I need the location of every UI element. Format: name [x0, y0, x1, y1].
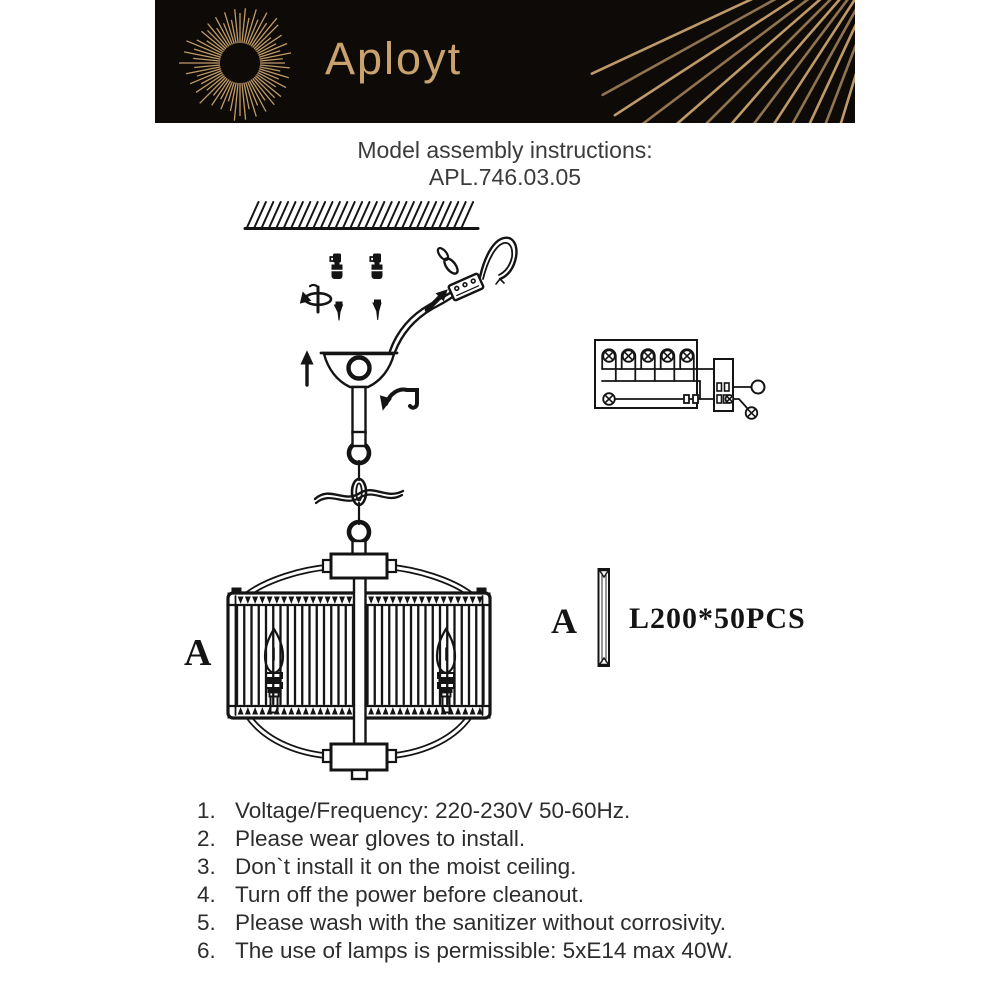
lamp-loop [680, 349, 694, 381]
rim-triangle [354, 597, 358, 603]
instruction-number: 3. [197, 854, 216, 879]
instruction-item [197, 910, 733, 938]
hatch-line [299, 202, 311, 228]
instruction-text: Don`t install it on the moist ceiling. [235, 854, 577, 879]
hook-icon [381, 390, 418, 410]
hatch-line [284, 202, 296, 228]
mains-wire [390, 291, 455, 352]
part-label-a: A [184, 632, 212, 674]
instruction-text: Please wear gloves to install. [235, 826, 526, 851]
rim-triangle [391, 709, 395, 715]
rim-triangle [478, 597, 482, 603]
lamp-x [605, 395, 613, 403]
rim-triangle [354, 709, 358, 715]
rim-triangle [391, 597, 395, 603]
crystal-rods [237, 606, 484, 704]
wiring-schematic [595, 340, 765, 419]
instruction-text: Voltage/Frequency: 220-230V 50-60Hz. [235, 798, 631, 823]
lamp-x [747, 409, 755, 417]
rim-triangle [441, 597, 445, 603]
neutral-circle [752, 381, 765, 394]
rim-triangle [412, 709, 416, 715]
banner-art [155, 0, 855, 123]
hatch-line [262, 202, 274, 228]
hatch-line [365, 202, 377, 228]
hatch-line [306, 202, 318, 228]
hatch-line [321, 202, 333, 228]
instruction-number: 4. [197, 882, 216, 907]
top-hub [331, 554, 387, 578]
rim-triangle [420, 709, 424, 715]
rim-triangle [347, 709, 351, 715]
rim-triangle [427, 709, 431, 715]
lamp-x [624, 352, 632, 360]
wire-through-chain [315, 490, 403, 503]
lamp-x [727, 396, 733, 402]
model-number: APL.746.03.05 [428, 164, 582, 190]
candle-bulbs [265, 629, 455, 713]
corner-ray [756, 0, 855, 123]
rim-triangle [478, 709, 482, 715]
rim-triangle [304, 709, 308, 715]
hatch-line [432, 202, 444, 228]
lamp-loop [622, 349, 636, 381]
hatch-line [269, 202, 281, 228]
rim-triangle [470, 709, 474, 715]
hatch-line [380, 202, 392, 228]
rim-triangle [253, 597, 257, 603]
instruction-item [197, 798, 733, 826]
rim-triangle [398, 597, 402, 603]
lamp-x [644, 352, 652, 360]
rim-triangle [318, 709, 322, 715]
up-arrow-icon [301, 352, 313, 386]
lamp-loop [641, 349, 655, 381]
rim-triangle [398, 709, 402, 715]
pointer-arrow-icon [427, 290, 447, 310]
starburst-ray [260, 59, 283, 61]
rim-triangle [376, 709, 380, 715]
rim-triangle [275, 597, 279, 603]
chain-link [352, 479, 366, 505]
brand-name: Aployt [325, 33, 463, 84]
lamp-circle [726, 395, 734, 403]
starburst-ray [231, 20, 236, 44]
corner-ray [735, 0, 855, 123]
bottom-hub [331, 744, 387, 770]
lamp-x [683, 352, 691, 360]
rim-triangle [449, 709, 453, 715]
rim-triangle [246, 597, 250, 603]
rim-triangle [296, 597, 300, 603]
lamp-symbols [602, 349, 694, 381]
rim-triangle [318, 597, 322, 603]
instruction-item [197, 854, 733, 882]
hatch-line [417, 202, 429, 228]
hatch-line [254, 202, 266, 228]
rim-triangle [383, 709, 387, 715]
central-column [323, 554, 396, 779]
lamp-loop [661, 349, 675, 381]
rim-triangle [369, 597, 373, 603]
corner-rays-icon [592, 0, 855, 123]
crystal-piece [599, 569, 610, 666]
lamp-circle [662, 350, 674, 362]
hatch-line [388, 202, 400, 228]
corner-ray [695, 0, 855, 123]
rim-triangle [434, 597, 438, 603]
finial [352, 770, 367, 779]
shade-border [228, 593, 490, 718]
instruction-number: 1. [197, 798, 216, 823]
rim-triangle [275, 709, 279, 715]
rim-triangle [405, 709, 409, 715]
rim-triangle [238, 597, 242, 603]
rim-triangle [347, 597, 351, 603]
rim-triangle [289, 597, 293, 603]
screw-icon [335, 302, 343, 321]
hatch-line [425, 202, 437, 228]
rim-triangle [311, 597, 315, 603]
rim-triangle [362, 709, 366, 715]
instruction-item [197, 938, 733, 966]
hatch-line [358, 202, 370, 228]
lamp-x [605, 352, 613, 360]
candle-bulb-right [437, 629, 455, 713]
wall-anchor-icon [370, 254, 382, 279]
rim-triangle [260, 597, 264, 603]
rim-triangle [333, 709, 337, 715]
hatch-line [402, 202, 414, 228]
rim-triangle [369, 709, 373, 715]
rim-triangle [340, 709, 344, 715]
hatch-line [447, 202, 459, 228]
rim-triangle [311, 709, 315, 715]
lamp-circle [746, 407, 758, 419]
rim-triangle [282, 597, 286, 603]
lamp-x [605, 352, 613, 360]
rim-triangle [405, 597, 409, 603]
rim-triangle [362, 597, 366, 603]
instruction-text: The use of lamps is permissible: 5xE14 max 40W. [235, 938, 733, 963]
hatch-line [291, 202, 303, 228]
rim-triangle [456, 597, 460, 603]
canopy-ring [349, 358, 370, 379]
rim-triangle [412, 597, 416, 603]
hatch-line [454, 202, 466, 228]
instruction-text: Turn off the power before cleanout. [235, 882, 584, 907]
rim-triangle [463, 709, 467, 715]
hatch-line [328, 202, 340, 228]
lamp-symbol [746, 407, 758, 419]
instruction-text: Please wash with the sanitizer without corrosivity. [235, 910, 727, 935]
crystal-drum-shade [228, 588, 490, 718]
lamp-x [663, 352, 671, 360]
rim-triangle [238, 709, 242, 715]
lamp-circle [603, 350, 615, 362]
wire-loop [480, 238, 516, 284]
lamp-x [747, 409, 755, 417]
lamp-x [605, 395, 613, 403]
hatch-line [439, 202, 451, 228]
rim-triangle [325, 709, 329, 715]
lamp-x [727, 396, 733, 402]
rotate-symbol-icon [301, 285, 332, 312]
rim-triangle [246, 709, 250, 715]
brand-banner [155, 0, 855, 123]
ceiling-canopy [321, 353, 397, 433]
legend-label-a: A [551, 601, 577, 641]
rim-triangle [376, 597, 380, 603]
lamp-circle [623, 350, 635, 362]
hatch-line [410, 202, 422, 228]
terminal-connector [436, 246, 484, 300]
lamp-x [624, 352, 632, 360]
rim-triangle [456, 709, 460, 715]
chain-ring [349, 443, 369, 463]
rim-triangle [449, 597, 453, 603]
rim-triangle [253, 709, 257, 715]
rim-triangle [420, 597, 424, 603]
instruction-item [197, 882, 733, 910]
page-title: Model assembly instructions: [357, 137, 653, 163]
chain-ring [349, 522, 369, 542]
rim-triangle [470, 597, 474, 603]
hanging-chain [315, 432, 403, 555]
instruction-number: 5. [197, 910, 216, 935]
instructions-list [197, 798, 733, 966]
rim-triangle [267, 597, 271, 603]
starburst-logo-icon [179, 8, 291, 120]
hatch-line [314, 202, 326, 228]
lamp-circle [681, 350, 693, 362]
rim-triangle [267, 709, 271, 715]
hatch-line [462, 202, 474, 228]
hatch-line [277, 202, 289, 228]
hatch-line [247, 202, 259, 228]
legend-spec: L200*50PCS [629, 602, 806, 635]
candle-bulb-left [265, 629, 283, 713]
rim-triangle [333, 597, 337, 603]
lamp-symbol [603, 393, 615, 405]
rim-triangle [427, 597, 431, 603]
terminal-block [714, 359, 733, 411]
chandelier-frame [248, 567, 470, 756]
rim-triangle [282, 709, 286, 715]
ceiling-hatch [247, 202, 473, 228]
hatch-line [343, 202, 355, 228]
rim-triangle [441, 709, 445, 715]
instruction-item [197, 826, 733, 854]
rim-triangle [340, 597, 344, 603]
lamp-circle [603, 393, 615, 405]
rim-triangle [289, 709, 293, 715]
rim-triangle [463, 597, 467, 603]
lamp-symbol [726, 395, 734, 403]
wall-anchor-icon [330, 254, 342, 279]
shade-clip [232, 588, 241, 594]
instruction-number: 2. [197, 826, 216, 851]
corner-ray [615, 0, 855, 115]
rim-triangle [325, 597, 329, 603]
instruction-number: 6. [197, 938, 216, 963]
hatch-line [351, 202, 363, 228]
hatch-line [395, 202, 407, 228]
starburst-ray [207, 30, 225, 48]
lamp-x [644, 352, 652, 360]
rim-triangle [296, 709, 300, 715]
rim-triangle [383, 597, 387, 603]
lamp-circle [642, 350, 654, 362]
rim-triangle [260, 709, 264, 715]
shade-clip [477, 588, 486, 594]
hatch-line [336, 202, 348, 228]
rim-triangle [304, 597, 308, 603]
rim-triangle [434, 709, 438, 715]
lamp-x [663, 352, 671, 360]
rim-decoration [238, 597, 482, 714]
lamp-loop [602, 349, 616, 381]
screw-icon [373, 300, 381, 320]
lamp-x [683, 352, 691, 360]
hatch-line [373, 202, 385, 228]
